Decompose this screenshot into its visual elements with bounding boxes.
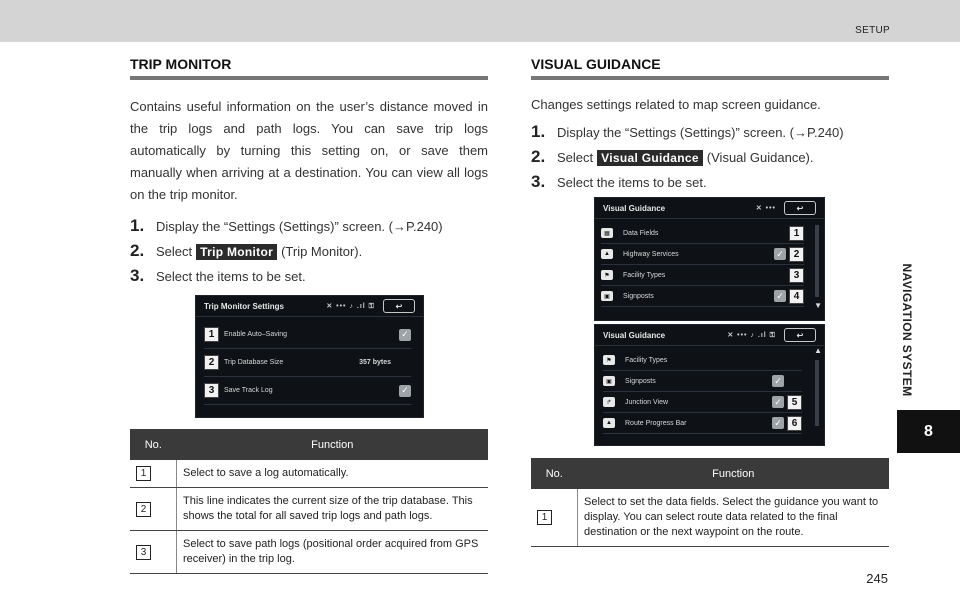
setting-label: Save Track Log bbox=[224, 387, 273, 394]
setting-label: Enable Auto–Saving bbox=[224, 331, 288, 338]
step-text: Select the items to be set. bbox=[557, 175, 707, 190]
facility-types-icon: ⚑ bbox=[601, 270, 613, 280]
signposts-icon: ▣ bbox=[601, 291, 613, 301]
step-1 bbox=[531, 122, 889, 142]
signposts-icon: ▣ bbox=[603, 376, 615, 386]
back-icon[interactable]: ↩ bbox=[383, 299, 415, 313]
checkbox-checked-icon[interactable]: ✓ bbox=[399, 385, 411, 397]
setting-row-enable-auto-saving[interactable] bbox=[204, 321, 411, 349]
step-text-post: (Trip Monitor). bbox=[281, 244, 363, 259]
intro-paragraph: Changes settings related to map screen guidance. bbox=[531, 97, 821, 112]
step-text: Display the “Settings (Settings)” screen. (→P.240) bbox=[156, 219, 443, 234]
step-1 bbox=[130, 216, 488, 236]
callout-badge: 1 bbox=[789, 226, 804, 241]
junction-view-icon: ↱ bbox=[603, 397, 615, 407]
step-3 bbox=[531, 172, 889, 192]
screen-title: Trip Monitor Settings bbox=[204, 301, 284, 311]
section-title-visual-guidance: VISUAL GUIDANCE bbox=[531, 56, 889, 80]
callout-badge: 2 bbox=[789, 247, 804, 262]
setting-row-signposts[interactable] bbox=[603, 371, 802, 392]
step-text: Select the items to be set. bbox=[156, 269, 306, 284]
function-text: Select to save path logs (positional order acquired from GPS receiver) in the trip log. bbox=[177, 531, 489, 574]
scroll-down-icon[interactable]: ▼ bbox=[814, 301, 822, 310]
scrollbar[interactable] bbox=[815, 360, 819, 426]
setting-row-junction-view[interactable] bbox=[603, 392, 802, 413]
step-number: 1. bbox=[130, 216, 145, 235]
setting-label: Signposts bbox=[625, 377, 656, 385]
screen-title: Visual Guidance bbox=[603, 330, 666, 340]
callout-badge: 5 bbox=[787, 395, 802, 410]
function-text: This line indicates the current size of the trip database. This shows the total for all saved trip logs and path logs. bbox=[177, 488, 489, 531]
step-2 bbox=[130, 241, 488, 261]
chapter-number: 8 bbox=[897, 410, 960, 453]
status-icons: ✕ ••• bbox=[755, 205, 776, 212]
top-header-bar bbox=[0, 0, 960, 42]
setting-row-save-track-log[interactable] bbox=[204, 377, 411, 405]
step-3 bbox=[130, 266, 488, 286]
callout-badge: 4 bbox=[789, 289, 804, 304]
table-header-function: Function bbox=[177, 429, 489, 460]
setting-label: Junction View bbox=[625, 398, 669, 406]
screen-title: Visual Guidance bbox=[603, 203, 666, 213]
section-title-trip-monitor: TRIP MONITOR bbox=[130, 56, 488, 80]
function-table-visual-guidance bbox=[531, 458, 889, 547]
function-table-trip-monitor bbox=[130, 429, 488, 574]
visual-guidance-screen-2 bbox=[594, 324, 825, 446]
setting-label: Facility Types bbox=[625, 356, 668, 364]
screen-title-bar bbox=[196, 296, 423, 317]
step-text-pre: Select bbox=[156, 244, 193, 259]
step-number: 3. bbox=[531, 172, 546, 191]
setting-label: Data Fields bbox=[623, 229, 659, 237]
number-box: 1 bbox=[136, 466, 151, 481]
setting-row-signposts[interactable] bbox=[601, 286, 804, 307]
step-text-post: (Visual Guidance). bbox=[706, 150, 814, 165]
step-number: 1. bbox=[531, 122, 546, 141]
callout-badge: 3 bbox=[789, 268, 804, 283]
facility-types-icon: ⚑ bbox=[603, 355, 615, 365]
table-header-no: No. bbox=[531, 458, 578, 489]
step-text-pre: Select bbox=[557, 150, 594, 165]
data-fields-icon: ▦ bbox=[601, 228, 613, 238]
status-icons: ✕ ••• ♪ .ıl ⚿ bbox=[727, 331, 776, 339]
checkbox-checked-icon[interactable]: ✓ bbox=[774, 248, 786, 260]
number-box: 2 bbox=[136, 502, 151, 517]
trip-monitor-settings-screen bbox=[195, 295, 424, 418]
back-icon[interactable]: ↩ bbox=[784, 328, 816, 342]
left-column bbox=[130, 52, 488, 574]
setting-row-facility-types[interactable] bbox=[603, 350, 802, 371]
setting-row-facility-types[interactable] bbox=[601, 265, 804, 286]
setting-label: Signposts bbox=[623, 292, 654, 300]
side-tab bbox=[897, 246, 917, 414]
side-tab-label: NAVIGATION SYSTEM bbox=[900, 263, 914, 397]
visual-guidance-screen-1 bbox=[594, 197, 825, 321]
right-column bbox=[531, 52, 889, 547]
step-number: 2. bbox=[130, 241, 145, 260]
number-box: 3 bbox=[136, 545, 151, 560]
section-header: SETUP bbox=[855, 25, 890, 36]
step-2 bbox=[531, 147, 889, 167]
number-box: 1 bbox=[537, 510, 552, 525]
highway-services-icon: ▲ bbox=[601, 249, 613, 259]
function-text: Select to save a log automatically. bbox=[177, 460, 489, 488]
intro-paragraph: Contains useful information on the user’s distance moved in the trip logs and path logs. You can save trip logs automatically by turning this setting on, or save them manually when arriving at a destination. You can view all logs on the trip monitor. bbox=[130, 99, 488, 202]
callout-badge: 3 bbox=[204, 383, 219, 398]
table-header-function: Function bbox=[578, 458, 890, 489]
step-number: 2. bbox=[531, 147, 546, 166]
page-number: 245 bbox=[866, 571, 888, 586]
screen-title-bar bbox=[595, 325, 824, 346]
route-progress-bar-icon: ▲ bbox=[603, 418, 615, 428]
table-row bbox=[531, 489, 889, 547]
step-text: Display the “Settings (Settings)” screen. (→P.240) bbox=[557, 125, 844, 140]
checkbox-checked-icon[interactable]: ✓ bbox=[772, 396, 784, 408]
setting-label: Trip Database Size bbox=[224, 359, 284, 366]
callout-badge: 6 bbox=[787, 416, 802, 431]
setting-row-route-progress-bar[interactable] bbox=[603, 413, 802, 434]
function-text: Select to set the data fields. Select the guidance you want to display. You can select route data related to the final destination or the next waypoint on the route. bbox=[578, 489, 890, 547]
checkbox-checked-icon[interactable]: ✓ bbox=[772, 375, 784, 387]
trip-monitor-button-label: Trip Monitor bbox=[196, 244, 277, 260]
setting-row-trip-database-size bbox=[204, 349, 411, 377]
table-header-no: No. bbox=[130, 429, 177, 460]
checkbox-checked-icon[interactable]: ✓ bbox=[772, 417, 784, 429]
table-row bbox=[130, 488, 488, 531]
checkbox-checked-icon[interactable]: ✓ bbox=[774, 290, 786, 302]
table-row bbox=[130, 460, 488, 488]
setting-row-highway-services[interactable] bbox=[601, 244, 804, 265]
table-row bbox=[130, 531, 488, 574]
setting-label: Route Progress Bar bbox=[625, 419, 687, 427]
setting-label: Facility Types bbox=[623, 271, 666, 279]
callout-badge: 2 bbox=[204, 355, 219, 370]
scroll-up-icon[interactable]: ▲ bbox=[814, 346, 822, 355]
status-icons: ✕ ••• ♪ .ıl ⚿ bbox=[326, 302, 375, 310]
back-icon[interactable]: ↩ bbox=[784, 201, 816, 215]
database-size-value: 357 bytes bbox=[359, 359, 391, 366]
screen-title-bar bbox=[595, 198, 824, 219]
callout-badge: 1 bbox=[204, 327, 219, 342]
setting-row-data-fields[interactable] bbox=[601, 223, 804, 244]
visual-guidance-button-label: Visual Guidance bbox=[597, 150, 703, 166]
setting-label: Highway Services bbox=[623, 250, 679, 258]
checkbox-checked-icon[interactable]: ✓ bbox=[399, 329, 411, 341]
step-number: 3. bbox=[130, 266, 145, 285]
scrollbar[interactable] bbox=[815, 225, 819, 297]
